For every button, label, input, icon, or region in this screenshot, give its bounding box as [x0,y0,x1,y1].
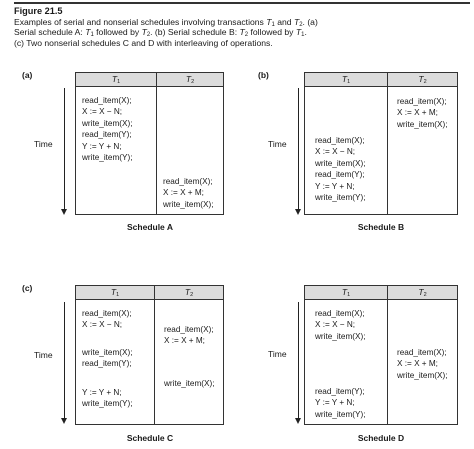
panel-b-time-arrow [298,88,299,210]
symbol-t: T [295,27,302,38]
column-header-t2 [388,286,457,300]
caption-text: Serial schedule A: [14,27,86,38]
header-t: T [184,287,191,297]
column-divider [156,73,157,214]
column-header-t2 [157,73,223,87]
t1-operations: read_item(X); X := X − N; write_item(X); read_item(Y); Y := Y + N; write_item(Y); [82,96,133,163]
caption-text: . (b) Serial schedule B: [150,27,240,38]
header-subscript: 2 [191,79,195,85]
symbol-t: T [293,16,300,27]
header-subscript: 1 [347,292,351,298]
panel-a-table [75,72,224,215]
t1-operations-2: write_item(X); read_item(Y); [82,348,133,369]
t1-operations-3: Y := Y + N; write_item(Y); [82,388,133,409]
panel-c-table [75,285,224,425]
column-divider [154,286,155,424]
header-t: T [418,74,424,84]
figure-title: Figure 21.5 [14,6,63,16]
t2-operations: read_item(X); X := X + M; write_item(X); [397,97,448,129]
header-t: T [111,74,118,84]
column-header-t1 [305,73,387,87]
header-subscript: 2 [423,292,427,298]
header-subscript: 1 [347,79,351,85]
column-divider [387,286,388,424]
t1-operations-1: read_item(X); X := X − N; write_item(X); [315,309,366,341]
panel-c-time-label: Time [34,350,53,360]
column-header-t2 [388,73,457,87]
schedule-a-label: Schedule A [127,222,173,232]
caption-text: . (a) [302,16,318,27]
panel-a-time-label: Time [34,139,53,149]
caption-line-3: (c) Two nonserial schedules C and D with interleaving of operations. [14,37,273,48]
panel-b-label: (b) [258,70,269,80]
header-t: T [341,287,348,297]
subscript: 2 [244,32,249,39]
subscript: 2 [146,32,151,39]
schedule-b-label: Schedule B [357,222,405,232]
symbol-t: T [266,16,272,27]
subscript: 1 [271,21,275,28]
column-header-t2 [155,286,223,300]
subscript: 2 [299,21,303,28]
caption-line-2 [14,27,464,38]
caption-text: followed by [248,27,296,38]
figure-top-rule [14,2,470,4]
header-t: T [185,74,192,84]
panel-b-time-label: Time [268,139,287,149]
column-divider [387,73,388,214]
schedule-c-label: Schedule C [126,433,174,443]
header-t: T [110,287,117,297]
panel-a-label: (a) [22,70,33,80]
caption-text: and [274,16,294,27]
column-header-t1 [76,286,154,300]
caption-text: Examples of serial and nonserial schedules involving transactions [14,16,267,27]
panel-d-time-arrow [298,302,299,419]
t1-operations-1: read_item(X); X := X − N; [82,309,132,330]
subscript: 1 [301,32,305,39]
schedule-d-label: Schedule D [357,433,405,443]
t2-operations-1: read_item(X); X := X + M; write_item(X); [397,348,448,380]
panel-b-table [304,72,458,215]
symbol-t: T [85,27,91,38]
subscript: 1 [90,32,94,39]
panel-c-label: (c) [22,283,33,293]
t1-operations-2: read_item(Y); Y := Y + N; write_item(Y); [315,387,366,419]
caption-text: followed by [93,27,142,38]
t2-operations-2: write_item(X); [164,379,215,388]
t2-operations-1: read_item(X); X := X + M; [164,325,214,346]
caption-line-1 [14,17,464,28]
panel-d-time-label: Time [268,349,287,359]
t2-operations: read_item(X); X := X + M; write_item(X); [163,177,214,209]
header-subscript: 1 [116,292,120,298]
panel-c-time-arrow [64,302,65,419]
panel-d-table [304,285,458,425]
caption-text: . [304,27,307,38]
panel-a-time-arrow [64,88,65,210]
column-header-t1 [76,73,156,87]
header-t: T [341,74,348,84]
symbol-t: T [239,27,245,38]
column-header-t1 [305,286,387,300]
header-subscript: 2 [423,79,427,85]
symbol-t: T [141,27,147,38]
header-subscript: 2 [190,292,194,298]
t1-operations: read_item(X); X := X − N; write_item(X); read_item(Y); Y := Y + N; write_item(Y); [315,136,366,203]
header-subscript: 1 [117,79,121,85]
header-t: T [418,287,424,297]
figure-caption [14,6,464,48]
